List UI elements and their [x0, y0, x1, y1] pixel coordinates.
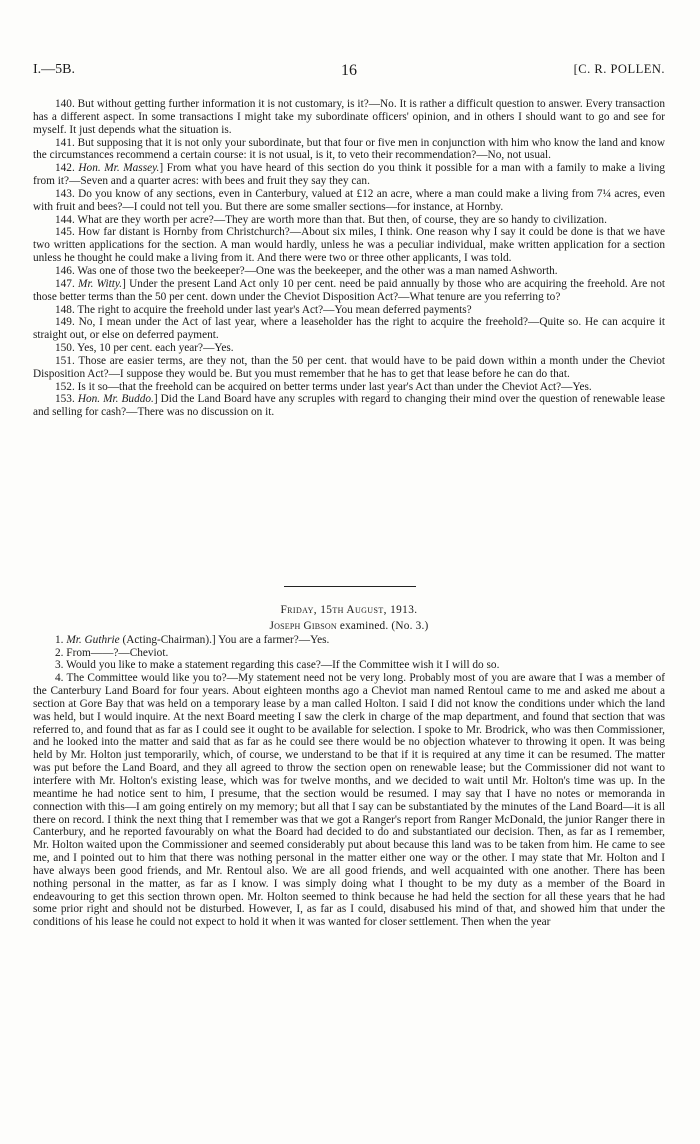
- question-paragraph: 143. Do you know of any sections, even in Canterbury, valued at £12 an acre, where a man could make a living from 7¼ acres, even with fruit and bees?—I could not tell you. But there are some smaller sections—for instance, at Hornby.: [33, 187, 665, 213]
- question-paragraph: 140. But without getting further information it is not customary, is it?—No. It is rather a difficult question to answer. Every transaction has a different aspect. In some transactions I might take my subordinate officers' opinion, and in others I should want to go and see for myself. It just depends what the situation is.: [33, 98, 665, 136]
- question-paragraph: 149. No, I mean under the Act of last year, where a leaseholder has the right to acquire the freehold?—Quite so. He can acquire it straight out, or else on deferred payment.: [33, 316, 665, 342]
- page-header: [33, 62, 665, 80]
- question-paragraph: 148. The right to acquire the freehold under last year's Act?—You mean deferred payments?: [55, 303, 472, 316]
- evidence-section-2: [33, 604, 665, 929]
- witness-heading: Joseph Gibson examined. (No. 3.): [269, 619, 429, 632]
- speaker-name: Hon. Mr. Buddo.: [77, 393, 154, 406]
- question-paragraph: 146. Was one of those two the beekeeper?—One was the beekeeper, and the other was a man named Ashworth.: [55, 264, 558, 277]
- speaker-name: Hon. Mr. Massey.: [78, 162, 160, 175]
- question-paragraph: 141. But supposing that it is not only your subordinate, but that four or five men in conjunction with him who know the land and know the circumstances recommend a certain course: it is not usual, is it, to veto their recommendation?—No, not usual.: [33, 136, 665, 162]
- question-paragraph: 150. Yes, 10 per cent. each year?—Yes.: [55, 342, 234, 355]
- speaker-name: Mr. Witty.: [78, 277, 123, 290]
- speaker-name: Mr. Guthrie: [66, 633, 120, 646]
- witness-name: Joseph Gibson: [269, 619, 337, 632]
- evidence-section-1: [33, 98, 665, 419]
- question-paragraph: 3. Would you like to make a statement regarding this case?—If the Committee wish it I will do so.: [55, 659, 500, 672]
- question-paragraph: 2. From——?—Cheviot.: [55, 646, 169, 659]
- question-paragraph: 4. The Committee would like you to?—My statement need not be very long. Probably most of you are aware that I was a member of the Canterbury Land Board for four years. About eighteen months ago a Cheviot man named Rentoul came to me and asked me about a section at Gore Bay that was held on a temporary lease by a man called Holton. I said I did not know the conditions under which the land was held, but I would inquire. At the next Board meeting I saw the clerk in charge of the map department, and found that section that was referred to, and found that as far as I could see it ought to be available for selection. I spoke to Mr. Brodrick, who was then Commissioner, and he looked into the matter and said that as far as he could see there would be no objection whatever to throwing it open. It was being held by Mr. Holton just temporarily, which, of course, we understand to be that if it is required at any time it can be resumed. The matter was put before the Land Board, and they all agreed to throw the section open on renewable lease; but the Commissioner did not want to interfere with Mr. Holton's existing lease, which was for twelve months, and we decided to wait until Mr. Holton's time was up. In the meantime he had notice sent to him, I presume, that the section would be resumed. I may say that I have no notes or memoranda in connection with this—I am going entirely on my memory; but all that I say can be substantiated by the minutes of the Land Board—it is all there on record. I think the next thing that I remember was that we got a Ranger's report from Ranger McDonald, the junior Ranger there in Canterbury, and he reported favourably on what the Board had decided to do and substantiated our decision. Then, as far as I remember, Mr. Holton waited upon the Commissioner and seemed considerably put about because this land was to be taken from him. He came to see me, and I pointed out to him that there was nothing personal in the matter either one way or the other. I may state that Mr. Holton and I have always been good friends, and Mr. Rentoul also. We are all good friends, and well acquainted with one another. There has been nothing personal in the matter, as far as I know. I was simply doing what I thought to be my duty as a member of the Board in endeavouring to get this section thrown open. Mr. Holton seemed to think because he had held the section for all these years that he had some prior right and should not be disturbed. However, I, as far as I could, disabused his mind of that, and showed him that under the conditions of his lease he could not expect to hold it when it was wanted for closer settlement. Then when the year: [33, 672, 665, 929]
- paper-reference: I.—5B.: [33, 62, 75, 77]
- page-number: 16: [341, 62, 357, 79]
- session-date: Friday, 15th August, 1913.: [280, 604, 418, 616]
- question-paragraph: 152. Is it so—that the freehold can be acquired on better terms under last year's Act than under the Cheviot Act?—Yes.: [55, 380, 592, 393]
- question-paragraph: 1. Mr. Guthrie (Acting-Chairman).] You are a farmer?—Yes.: [55, 633, 330, 646]
- question-paragraph: 153. Hon. Mr. Buddo.] Did the Land Board have any scruples with regard to changing their mind over the question of renewable lease and selling for cash?—There was no discussion on it.: [33, 393, 665, 419]
- question-paragraph: 147. Mr. Witty.] Under the present Land Act only 10 per cent. need be paid annually by those who are acquiring the freehold. Are not those better terms than the 50 per cent. down under the Cheviot Disposition Act?—What tenure are you referring to?: [33, 277, 665, 303]
- question-paragraph: 151. Those are easier terms, are they not, than the 50 per cent. that would have to be paid down within a month under the Cheviot Disposition Act?—I suppose they would be. But you must remember that he has to get that lease before he can do that.: [33, 354, 665, 380]
- question-paragraph: 144. What are they worth per acre?—They are worth more than that. But then, of course, they are so handy to civilization.: [55, 213, 607, 226]
- section-divider: [284, 586, 416, 587]
- question-paragraph: 142. Hon. Mr. Massey.] From what you have heard of this section do you think it possible for a man with a family to make a living from it?—Seven and a quarter acres: with bees and fruit they say they can.: [33, 162, 665, 188]
- question-paragraph: 145. How far distant is Hornby from Christchurch?—About six miles, I think. One reason why I say it could be done is that we have two written applications for the section. A man would hardly, unless he was a peculiar individual, make written application for a section unless he thought he could make a living from it. And there were two or three other applicants, I was told.: [33, 226, 665, 265]
- witness-header: [C. R. POLLEN.: [573, 62, 665, 76]
